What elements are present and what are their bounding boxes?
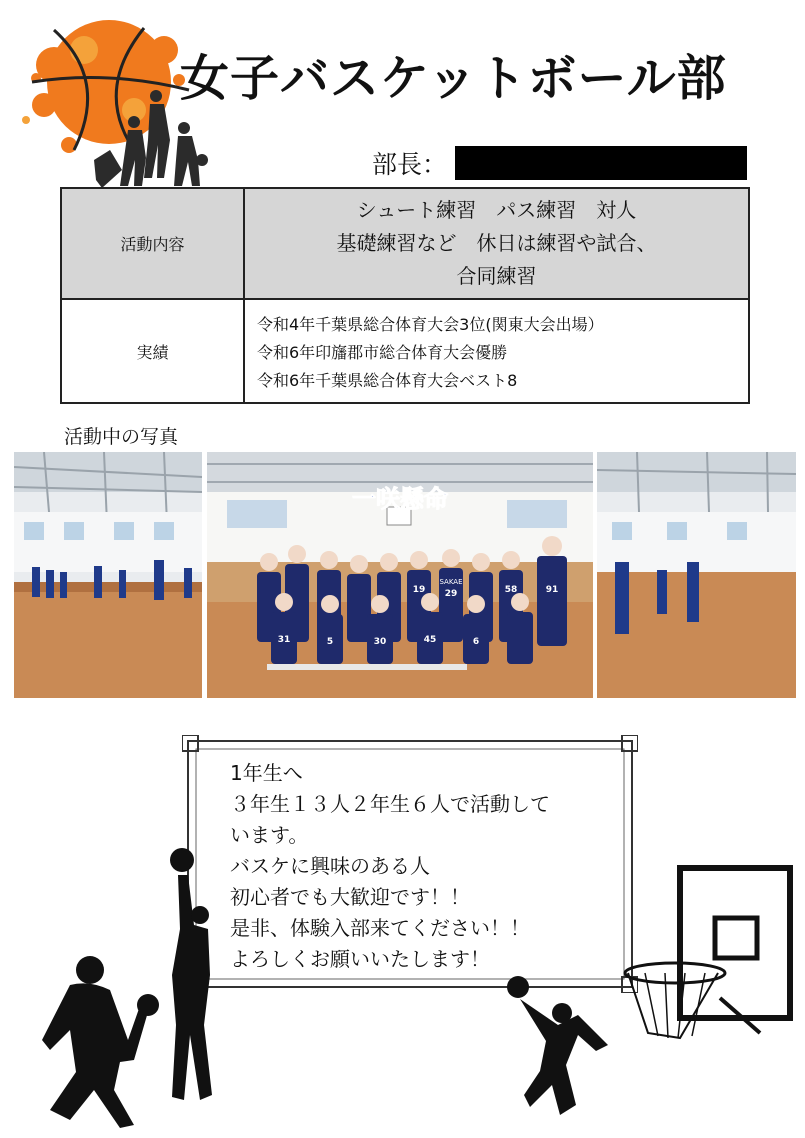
practice-photo-right — [597, 452, 796, 698]
activity-line: 合同練習 — [456, 264, 537, 288]
jersey-number: 5 — [326, 637, 334, 647]
jersey-number: 19 — [412, 585, 426, 595]
jersey-number: 30 — [373, 637, 387, 647]
page-title: 女子バスケットボール部 — [180, 50, 727, 107]
practice-photo-left — [14, 452, 202, 698]
captain-name-redacted — [455, 146, 747, 180]
activity-line: シュート練習 パス練習 対人 — [356, 198, 637, 222]
message-line: ３年生１３人２年生６人で活動して — [230, 792, 550, 816]
jersey-number: 29 — [444, 589, 458, 599]
captain-label: 部長： — [372, 150, 448, 179]
message-line: 1年生へ — [230, 761, 303, 785]
message-line: バスケに興味のある人 — [230, 854, 430, 878]
activity-row — [61, 188, 749, 299]
message-line: います。 — [230, 823, 309, 847]
message-text — [230, 758, 630, 975]
team-banner-text: 一咲懸命 — [352, 485, 448, 513]
activity-content — [244, 188, 749, 299]
results-content — [244, 299, 749, 403]
jersey-number: 45 — [423, 635, 437, 645]
jersey-number: 58 — [504, 585, 518, 595]
photo-caption: 活動中の写真 — [64, 426, 179, 448]
player-silhouette-icon — [500, 975, 620, 1125]
message-line: 是非、体験入部来てください！！ — [230, 916, 530, 940]
activity-label: 活動内容 — [61, 188, 244, 299]
jersey-number: 6 — [472, 637, 480, 647]
player-silhouette-icon — [160, 845, 230, 1105]
info-table — [60, 187, 750, 404]
result-line: 令和6年印旛郡市総合体育大会優勝 — [257, 342, 508, 362]
results-row — [61, 299, 749, 403]
basketball-hoop-icon — [620, 848, 800, 1048]
team-photo — [207, 452, 593, 698]
jersey-text: SAKAE — [439, 578, 463, 586]
result-line: 令和4年千葉県総合体育大会3位(関東大会出場） — [257, 314, 604, 334]
jersey-number: 31 — [277, 635, 291, 645]
result-line: 令和6年千葉県総合体育大会ベスト8 — [257, 370, 518, 390]
message-line: よろしくお願いいたします！ — [230, 947, 490, 971]
results-label: 実績 — [61, 299, 244, 403]
jersey-number: 91 — [545, 585, 559, 595]
activity-line: 基礎練習など 休日は練習や試合、 — [336, 231, 657, 255]
message-line: 初心者でも大歓迎です！！ — [230, 885, 470, 909]
